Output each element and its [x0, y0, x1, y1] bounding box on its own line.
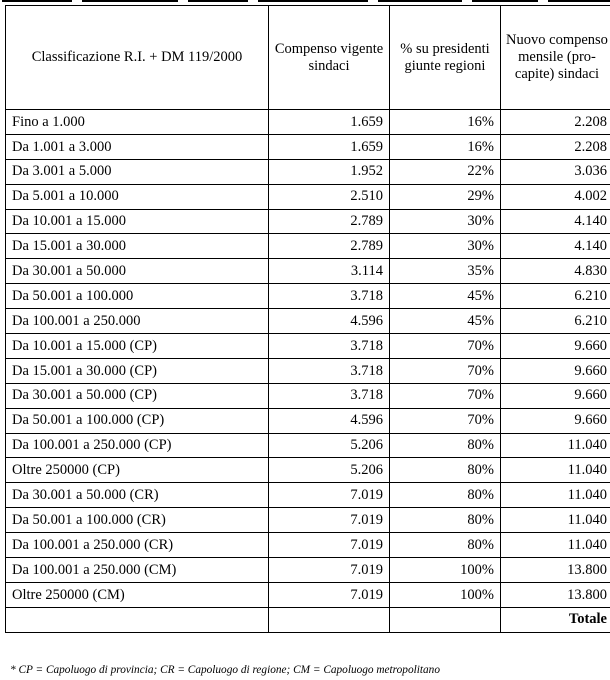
table-header-row: [6, 6, 610, 110]
header-classification: Classificazione R.I. + DM 119/2000: [6, 6, 269, 110]
table-row: [6, 533, 610, 558]
cell-percent: 30%: [390, 209, 501, 234]
table-row: [6, 184, 610, 209]
table-row: [6, 383, 610, 408]
cell-current-compensation: 3.718: [269, 284, 390, 309]
cell-percent: 45%: [390, 284, 501, 309]
table-row: [6, 259, 610, 284]
cell-new-compensation: 6.210: [501, 309, 610, 334]
cell-percent: 100%: [390, 582, 501, 607]
table-row: [6, 309, 610, 334]
cell-current-compensation: 7.019: [269, 582, 390, 607]
cell-classification: Da 15.001 a 30.000 (CP): [6, 358, 269, 383]
cell-classification: Da 30.001 a 50.000: [6, 259, 269, 284]
cell-current-compensation: 2.510: [269, 184, 390, 209]
table-row: [6, 582, 610, 607]
cell-new-compensation: 2.208: [501, 110, 610, 135]
table-row: [6, 433, 610, 458]
cell-new-compensation: 11.040: [501, 483, 610, 508]
table-row: [6, 209, 610, 234]
cell-new-compensation: 13.800: [501, 582, 610, 607]
cell-new-compensation: 6.210: [501, 284, 610, 309]
cell-current-compensation: 7.019: [269, 483, 390, 508]
cell-classification: Da 50.001 a 100.000 (CP): [6, 408, 269, 433]
cell-new-compensation: 4.002: [501, 184, 610, 209]
cell-classification: Da 10.001 a 15.000 (CP): [6, 334, 269, 359]
cell-classification: Oltre 250000 (CM): [6, 582, 269, 607]
cell-percent: 80%: [390, 533, 501, 558]
cell-current-compensation: 3.718: [269, 334, 390, 359]
cell-new-compensation: 4.140: [501, 209, 610, 234]
cell-new-compensation: 2.208: [501, 134, 610, 159]
cell-classification: Da 100.001 a 250.000 (CP): [6, 433, 269, 458]
empty-cell: [6, 607, 269, 632]
cell-current-compensation: 1.659: [269, 110, 390, 135]
cell-new-compensation: 13.800: [501, 558, 610, 583]
cell-new-compensation: 11.040: [501, 458, 610, 483]
cell-new-compensation: 4.140: [501, 234, 610, 259]
header-percent-regional-presidents: % su presidenti giunte regioni: [390, 6, 501, 110]
cell-percent: 35%: [390, 259, 501, 284]
cell-percent: 70%: [390, 358, 501, 383]
table-row: [6, 458, 610, 483]
table-row: [6, 284, 610, 309]
table-row: [6, 358, 610, 383]
cell-classification: Da 100.001 a 250.000 (CR): [6, 533, 269, 558]
table-row: [6, 408, 610, 433]
cell-new-compensation: 9.660: [501, 408, 610, 433]
cell-new-compensation: 11.040: [501, 533, 610, 558]
cell-classification: Da 50.001 a 100.000 (CR): [6, 508, 269, 533]
footnote: * CP = Capoluogo di provincia; CR = Capoluogo di regione; CM = Capoluogo metropolitano: [10, 664, 440, 676]
cell-classification: Da 10.001 a 15.000: [6, 209, 269, 234]
cell-new-compensation: 9.660: [501, 334, 610, 359]
cell-percent: 45%: [390, 309, 501, 334]
table-row: [6, 334, 610, 359]
cell-current-compensation: 3.114: [269, 259, 390, 284]
table-row: [6, 483, 610, 508]
cell-new-compensation: 11.040: [501, 433, 610, 458]
cell-classification: Oltre 250000 (CP): [6, 458, 269, 483]
cell-current-compensation: 1.659: [269, 134, 390, 159]
cell-classification: Da 30.001 a 50.000 (CR): [6, 483, 269, 508]
cell-current-compensation: 7.019: [269, 508, 390, 533]
table-row: [6, 234, 610, 259]
table-row: [6, 110, 610, 135]
header-current-compensation: Compenso vigente sindaci: [269, 6, 390, 110]
cell-percent: 80%: [390, 508, 501, 533]
cell-new-compensation: 9.660: [501, 358, 610, 383]
cell-current-compensation: 7.019: [269, 558, 390, 583]
table-row: [6, 159, 610, 184]
cell-percent: 80%: [390, 433, 501, 458]
cell-classification: Da 3.001 a 5.000: [6, 159, 269, 184]
empty-cell: [269, 607, 390, 632]
cell-percent: 80%: [390, 483, 501, 508]
empty-cell: [390, 607, 501, 632]
cell-classification: Da 100.001 a 250.000: [6, 309, 269, 334]
cell-new-compensation: 4.830: [501, 259, 610, 284]
cell-current-compensation: 4.596: [269, 408, 390, 433]
cell-classification: Fino a 1.000: [6, 110, 269, 135]
cell-classification: Da 50.001 a 100.000: [6, 284, 269, 309]
cell-classification: Da 5.001 a 10.000: [6, 184, 269, 209]
cell-current-compensation: 1.952: [269, 159, 390, 184]
cell-current-compensation: 7.019: [269, 533, 390, 558]
cell-current-compensation: 3.718: [269, 358, 390, 383]
cell-percent: 30%: [390, 234, 501, 259]
cell-percent: 70%: [390, 383, 501, 408]
table-row: [6, 134, 610, 159]
header-new-monthly-compensation: Nuovo compenso mensile (pro-capite) sindaci: [501, 6, 610, 110]
cell-classification: Da 100.001 a 250.000 (CM): [6, 558, 269, 583]
cell-classification: Da 15.001 a 30.000: [6, 234, 269, 259]
table-total-row: [6, 607, 610, 632]
cell-percent: 16%: [390, 134, 501, 159]
compensation-table: [5, 5, 610, 633]
table-row: [6, 508, 610, 533]
cell-percent: 80%: [390, 458, 501, 483]
cell-new-compensation: 3.036: [501, 159, 610, 184]
cell-percent: 29%: [390, 184, 501, 209]
cell-percent: 70%: [390, 408, 501, 433]
cell-current-compensation: 5.206: [269, 458, 390, 483]
cell-current-compensation: 2.789: [269, 209, 390, 234]
cell-current-compensation: 4.596: [269, 309, 390, 334]
cell-percent: 70%: [390, 334, 501, 359]
table-row: [6, 558, 610, 583]
cell-percent: 22%: [390, 159, 501, 184]
cell-percent: 100%: [390, 558, 501, 583]
cell-current-compensation: 3.718: [269, 383, 390, 408]
cell-current-compensation: 2.789: [269, 234, 390, 259]
cell-current-compensation: 5.206: [269, 433, 390, 458]
cell-new-compensation: 9.660: [501, 383, 610, 408]
total-label: Totale: [501, 607, 610, 632]
cell-classification: Da 1.001 a 3.000: [6, 134, 269, 159]
cell-classification: Da 30.001 a 50.000 (CP): [6, 383, 269, 408]
cell-percent: 16%: [390, 110, 501, 135]
cell-new-compensation: 11.040: [501, 508, 610, 533]
